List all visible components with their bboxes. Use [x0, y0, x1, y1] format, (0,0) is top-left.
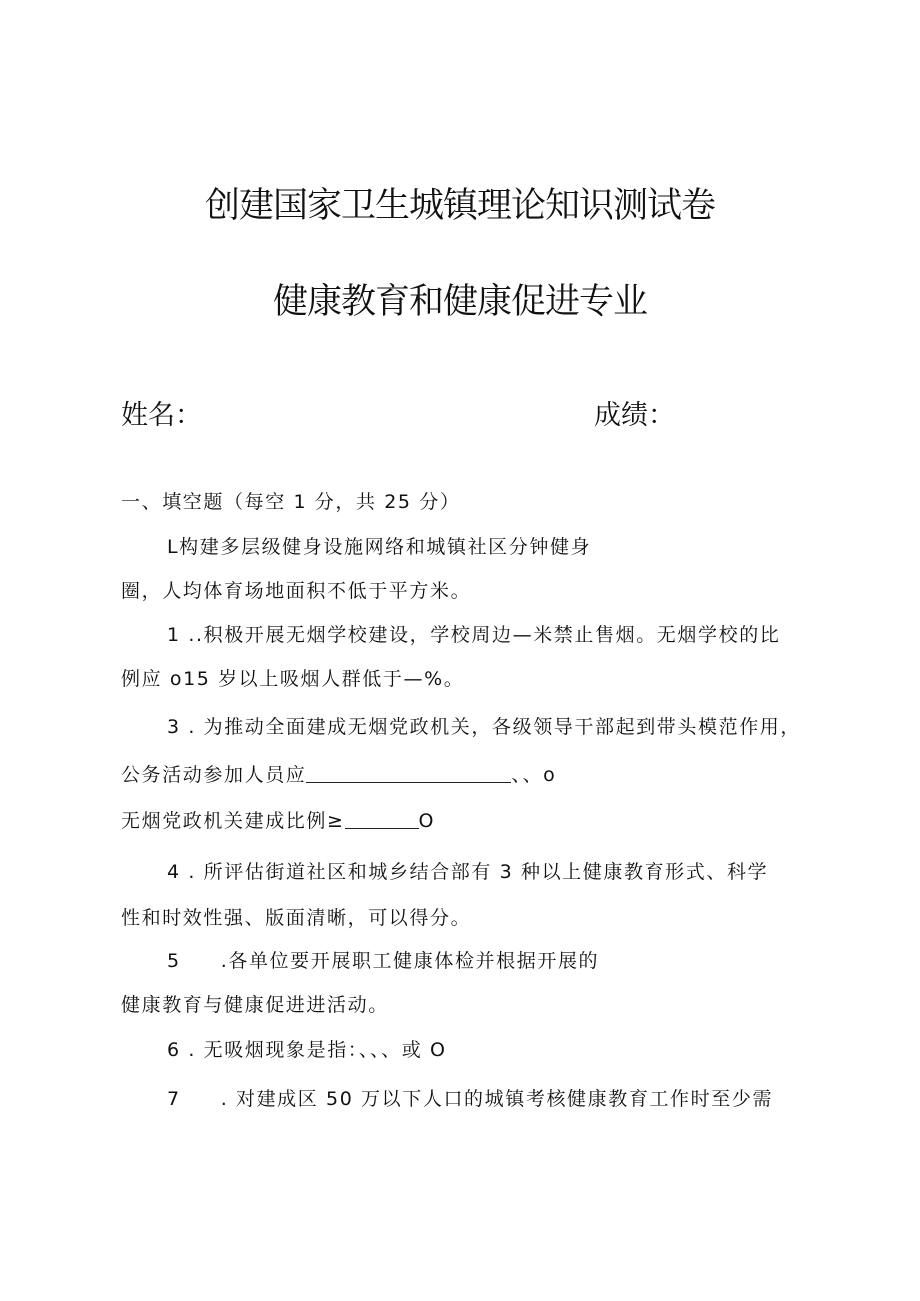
name-field-label: 姓名：: [121, 400, 202, 431]
question-6-line-1: 6 . 无吸烟现象是指：、、、或 O: [167, 1039, 447, 1061]
page-subtitle: 健康教育和健康促进专业: [272, 282, 647, 322]
question-5-number: 5: [167, 950, 181, 972]
score-field-label: 成绩：: [594, 400, 675, 431]
question-3-line-3: [121, 806, 435, 833]
question-3-line-2-tail: 、、o: [511, 764, 557, 786]
section-heading: 一、填空题（每空 1 分，共 25 分）: [121, 491, 461, 513]
question-5-text: .各单位要开展职工健康体检并根据开展的: [220, 950, 600, 972]
question-5-line-2: 健康教育与健康促进进活动。: [121, 994, 389, 1016]
question-7-text: . 对建成区 50 万以下人口的城镇考核健康教育工作时至少需: [220, 1088, 774, 1110]
answer-blank[interactable]: [306, 764, 511, 783]
question-2-line-2: 例应 o15 岁以上吸烟人群低于—%。: [121, 668, 465, 690]
question-2-line-1: 1 ..积极开展无烟学校建设，学校周边—米禁止售烟。无烟学校的比: [167, 624, 781, 646]
page-title: 创建国家卫生城镇理论知识测试卷: [204, 186, 715, 226]
question-3-line-3-tail: O: [418, 810, 436, 832]
question-7-number: 7: [167, 1088, 181, 1110]
question-5-line-1: [167, 946, 599, 973]
question-1-line-1: L构建多层级健身设施网络和城镇社区分钟健身: [167, 536, 592, 558]
answer-blank[interactable]: [345, 810, 419, 829]
question-1-line-2: 圈，人均体育场地面积不低于平方米。: [121, 580, 472, 602]
question-3-line-3-text: 无烟党政机关建成比例≥: [121, 810, 345, 832]
question-3-line-1: 3 . 为推动全面建成无烟党政机关，各级领导干部起到带头模范作用，: [167, 716, 802, 738]
question-4-line-2: 性和时效性强、版面清晰，可以得分。: [121, 907, 472, 929]
question-4-line-1: 4 . 所评估街道社区和城乡结合部有 3 种以上健康教育形式、科学: [167, 861, 769, 883]
question-3-line-2-text: 公务活动参加人员应: [121, 764, 307, 786]
question-7-line-1: [167, 1084, 773, 1111]
question-3-line-2: [121, 760, 556, 787]
